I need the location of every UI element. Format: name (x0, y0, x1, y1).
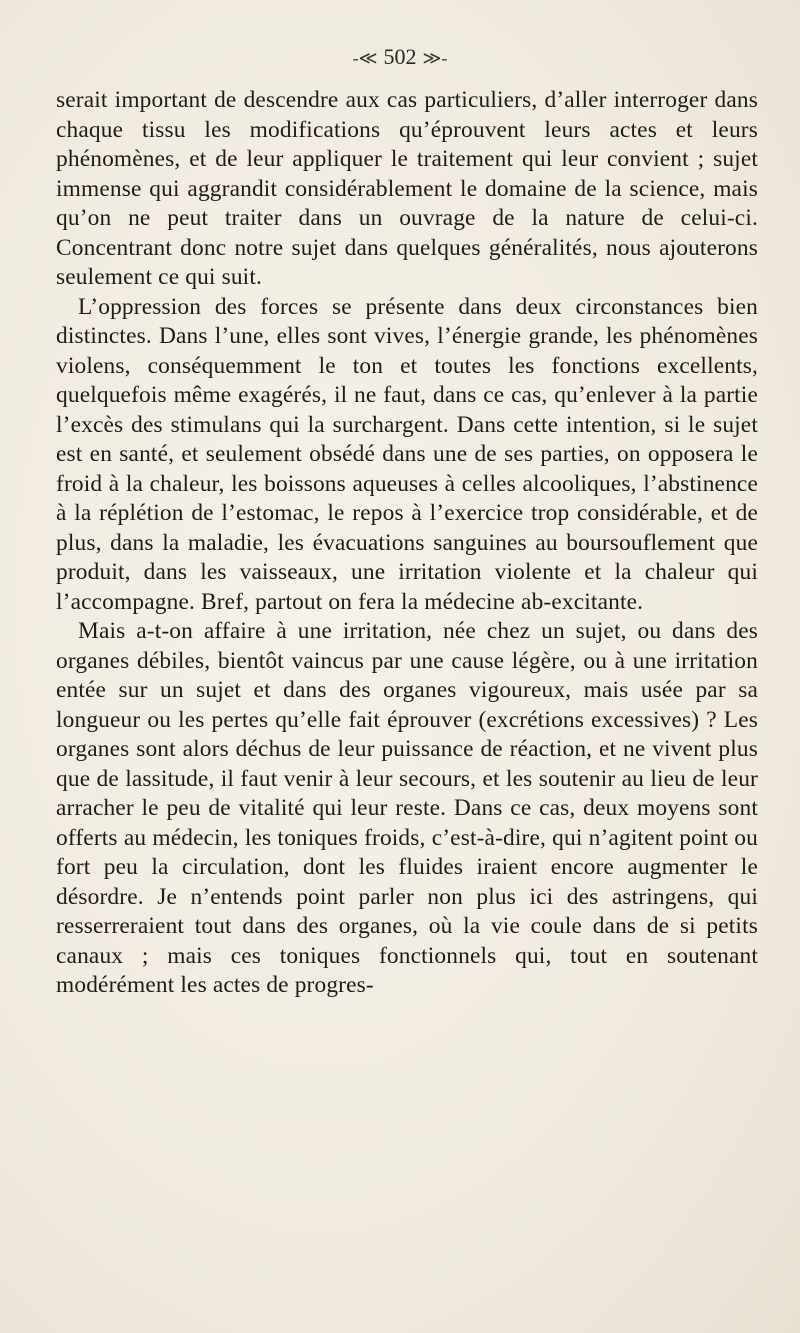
paragraph-3: Mais a-t-on affaire à une irritation, née chez un sujet, ou dans des organes débiles, bientôt vaincus par une cause légère, ou à une irritation entée sur un sujet et dans des organes vigoureux, mais usée par sa longueur ou les pertes qu’elle fait éprouver (excrétions excessives) ? Les organes sont alors déchus de leur puissance de réaction, et ne vivent plus que de lassitude, il faut venir à leur secours, et les soutenir au lieu de leur arracher le peu de vitalité qui leur reste. Dans ce cas, deux moyens sont offerts au médecin, les toniques froids, c’est-à-dire, qui n’agitent point ou fort peu la circulation, dont les fluides iraient encore augmenter le désordre. Je n’entends point parler non plus ici des astringens, qui resserreraient tout dans des organes, où la vie coule dans de si petits canaux ; mais ces toniques fonctionnels qui, tout en soutenant modérément les actes de progres- (56, 618, 758, 998)
page-number: 502 (383, 44, 417, 69)
right-ornament: ≫- (422, 48, 448, 68)
paragraph-2: L’oppression des forces se présente dans deux circonstances bien distinctes. Dans l’une, elles sont vives, l’énergie grande, les phénomènes violens, conséquemment le ton et toutes les fonctions excellents, quelquefois même exagérés, il ne faut, dans ce cas, qu’enlever à la partie l’excès des stimulans qui la surchargent. Dans cette intention, si le sujet est en santé, et seulement obsédé dans une de ses parties, on opposera le froid à la chaleur, les boissons aqueuses à celles alcooliques, l’abstinence à la réplétion de l’estomac, le repos à l’exercice trop considérable, et de plus, dans la maladie, les évacuations sanguines au boursouflement que produit, dans les vaisseaux, une irritation violente et la chaleur qui l’accompagne. Bref, partout on fera la médecine ab-excitante. (56, 293, 758, 615)
left-ornament: -≪ (352, 48, 378, 68)
body-text (56, 86, 758, 1001)
paragraph-1: serait important de descendre aux cas particuliers, d’aller interroger dans chaque tissu les modifications qu’éprouvent leurs actes et leurs phénomènes, et de leur appliquer le traitement qui leur convient ; sujet immense qui aggrandit considérablement le domaine de la science, mais qu’on ne peut traiter dans un ouvrage de la nature de celui-ci. Concentrant donc notre sujet dans quelques généralités, nous ajouterons seulement ce qui suit. (56, 87, 758, 290)
page-header (0, 44, 800, 70)
